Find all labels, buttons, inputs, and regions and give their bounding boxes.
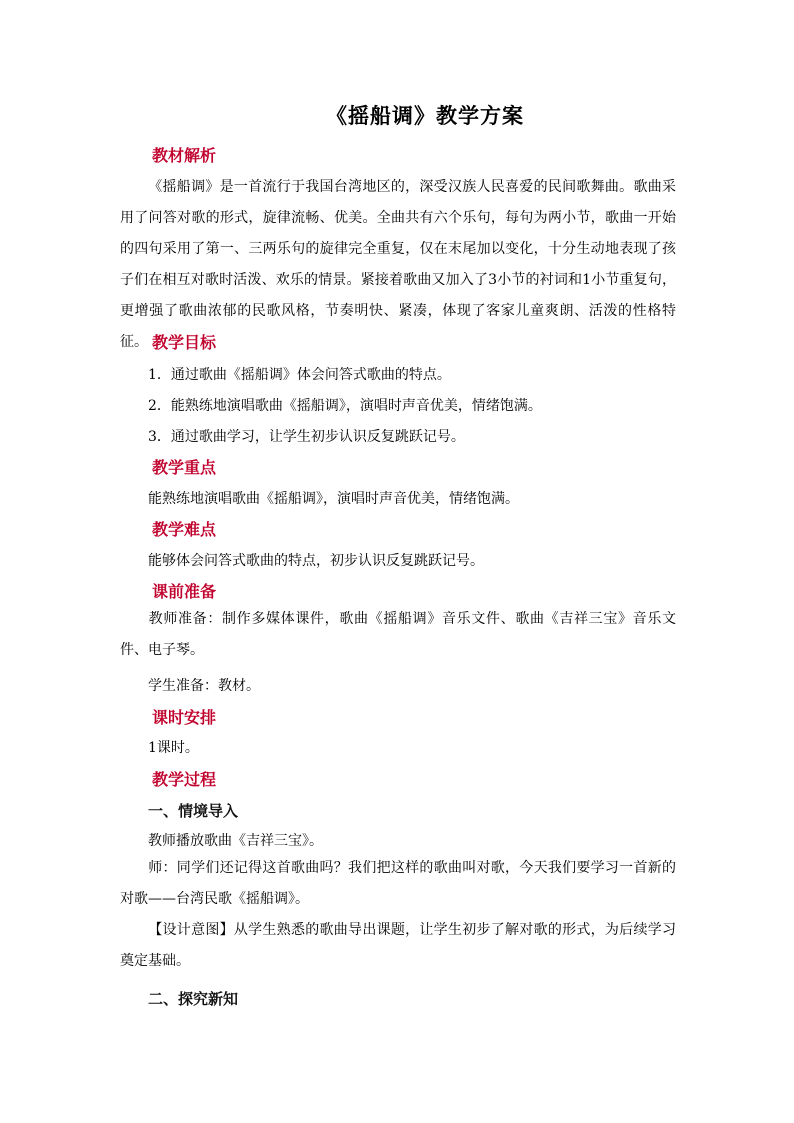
step1-line-2: 师：同学们还记得这首歌曲吗？我们把这样的歌曲叫对歌，今天我们要学习一首新的对歌——台湾民歌《摇船调》。: [120, 860, 676, 907]
document-title: 《摇船调》教学方案: [326, 103, 524, 128]
teacher-preparation: 教师准备：制作多媒体课件，歌曲《摇船调》音乐文件、歌曲《吉祥三宝》音乐文件、电子琴。: [120, 611, 676, 658]
heading-key-points: 教学重点: [152, 458, 217, 477]
step1-line-1: 教师播放歌曲《吉祥三宝》。: [148, 833, 323, 849]
goal-item-1: 1．通过歌曲《摇船调》体会问答式歌曲的特点。: [148, 367, 451, 383]
heading-schedule: 课时安排: [152, 708, 217, 727]
heading-goals: 教学目标: [152, 333, 217, 352]
goal-item-2: 2．能熟练地演唱歌曲《摇船调》，演唱时声音优美，情绪饱满。: [148, 398, 542, 414]
step2-heading: 二、探究新知: [148, 990, 239, 1008]
difficulties-text: 能够体会问答式歌曲的特点，初步认识反复跳跃记号。: [148, 553, 484, 569]
step1-heading: 一、情境导入: [148, 802, 239, 820]
analysis-paragraph: 《摇船调》是一首流行于我国台湾地区的，深受汉族人民喜爱的民间歌舞曲。歌曲采用了问答对歌的形式，旋律流畅、优美。全曲共有六个乐句，每句为两小节，歌曲一开始的四句采用了第一、三两乐句的旋律完全重复，仅在末尾加以变化，十分生动地表现了孩子们在相互对歌时活泼、欢乐的情景。紧接着歌曲又加入了3小节的衬词和1小节重复句，更增强了歌曲浓郁的民歌风格，节奏明快、紧凑，体现了客家儿童爽朗、活泼的性格特征。: [120, 179, 676, 350]
heading-preparation: 课前准备: [152, 582, 217, 601]
schedule-text: 1课时。: [148, 740, 199, 756]
step1-design-intent: 【设计意图】从学生熟悉的歌曲导出课题，让学生初步了解对歌的形式，为后续学习奠定基础。: [120, 922, 676, 969]
heading-difficulties: 教学难点: [152, 520, 217, 539]
heading-analysis: 教材解析: [152, 146, 217, 165]
student-preparation: 学生准备：教材。: [148, 678, 260, 694]
heading-process: 教学过程: [152, 770, 217, 789]
goal-item-3: 3．通过歌曲学习，让学生初步认识反复跳跃记号。: [148, 429, 465, 445]
key-points-text: 能熟练地演唱歌曲《摇船调》，演唱时声音优美，情绪饱满。: [148, 491, 519, 507]
